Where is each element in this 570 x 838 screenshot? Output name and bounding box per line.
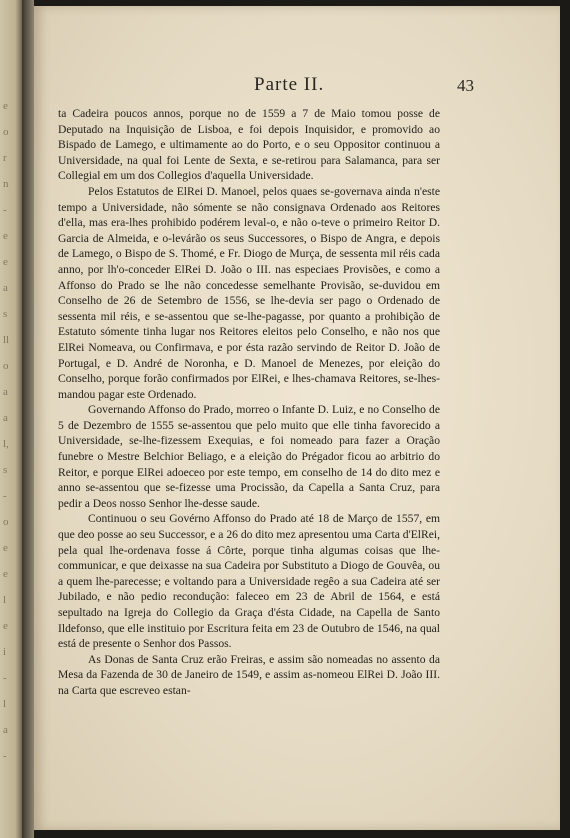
facing-page-fragment: a [3, 724, 8, 736]
body-text [58, 106, 440, 699]
facing-page-fragment: o [3, 126, 9, 138]
facing-page-fragment: r [3, 152, 7, 164]
facing-page-fragment: - [3, 204, 7, 216]
facing-page-fragment: i [3, 646, 7, 658]
facing-page-fragment: s [3, 464, 8, 476]
facing-page-fragment: e [3, 568, 8, 580]
facing-page-edge [0, 0, 22, 838]
facing-page-fragment: e [3, 256, 8, 268]
facing-page-fragment: o [3, 516, 9, 528]
paragraph: Continuou o seu Govérno Affonso do Prado até 18 de Março de 1557, em que deo posse ao seu Successor, e a 26 do dito mez apresentou uma Carta d'ElRei, pela qual lhe-ordenava fosse á Côrte, porque tinha algumas coisas que lhe-communicar, e que deixasse na sua Cadeira por Substituto a Diogo de Gouvêa, ou a quem lhe-parecesse; e voltando para a Universidade regêo a sua Cadeira até ser Jubilado, e não pedio recondução: faleceo em 23 de Abril de 1564, e está sepultado na Igreja do Collegio da Graça d'ésta Cidade, na Capella de Santo Ildefonso, que elle instituio por Escritura feita em 23 de Outubro de 1546, na qual está de presente o Senhor dos Passos. [58, 512, 440, 651]
facing-page-fragment: ll [3, 334, 10, 346]
paragraph: Pelos Estatutos de ElRei D. Manoel, pelos quaes se-governava ainda n'este tempo a Universidade, não sómente se não consignava Ordenado aos Reitores d'ella, mas era-lhes prohibido podérem leval-o, e não o-teve o primeiro Reitor D. Garcia de Almeida, e o-levárão os seus Successores, o Bispo de Angra, e depois de Lamego, o Bispo de S. Thomé, e Fr. Diogo de Murça, de sessenta mil réis cada anno, por lh'o-conceder ElRei D. João o III. nas especiaes Provisões, e como a Affonso do Prado se lhe não concedesse semelhante Provisão, se-duvidou em Conselho de 26 de Setembro de 1556, se lhe-devia ser pago o Ordenado de sessenta mil réis, e se-assentou que se-lhe-pagasse, por quanto a prohibição de Estatuto sómente tinha lugar nos Reitores eleitos pelo Conselho, e não nos que ElRei Nomeava, ou Confirmava, e por ésta razão servindo de Reitor D. João de Portugal, e D. André de Noronha, e D. Manoel de Menezes, por eleição do Conselho, porque forão confirmados por ElRei, e lhes-chamava Reitores, se-lhes-mandou pagar este Ordenado. [58, 184, 440, 401]
facing-page-fragment: e [3, 230, 8, 242]
page-number: 43 [457, 76, 474, 95]
paragraph: As Donas de Santa Cruz erão Freiras, e assim são nomeadas no assento da Mesa da Fazenda de 30 de Janeiro de 1549, e assim as-nomeou ElRei D. João III. na Carta que escreveo estan- [58, 652, 440, 697]
facing-page-fragment: l [3, 698, 7, 710]
book-page [34, 6, 560, 830]
facing-page-fragment: - [3, 490, 7, 502]
paragraph: Governando Affonso do Prado, morreo o Infante D. Luiz, e no Conselho de 5 de Dezembro de 1555 se-assentou que pelo muito que elle tinha favorecido a Universidade, se-lhe-fizessem Exequias, e foi nomeado para fazer a Oração funebre o Mestre Belchior Beliago, e a eleição do Prégador ficou ao arbitrio do Reitor, e porque ElRei adoeceo por este tempo, em conselho de 14 do dito mez e anno se-assentou que se-fizesse uma Procissão, da Capella a Santa Cruz, para pedir a Deos nosso Senhor lhe-desse saude. [58, 403, 440, 510]
facing-page-fragment: l [3, 594, 7, 606]
facing-page-fragment: n [3, 178, 9, 190]
facing-page-fragment: a [3, 282, 8, 294]
facing-page-fragment: - [3, 672, 7, 684]
facing-page-fragment: a [3, 386, 8, 398]
book-gutter [22, 0, 34, 838]
facing-page-fragment: s [3, 308, 8, 320]
paragraph: ta Cadeira poucos annos, porque no de 1559 a 7 de Maio tomou posse de Deputado na Inquisição de Lisboa, e foi depois Inquisidor, e promovido ao Bispado de Lamego, e ultimamente ao do Porto, e o seu Oppositor continuou a Universidade, na qual foi Lente de Sexta, e se-retirou para Salamanca, para ser Collegial em um dos Collegios d'aquella Universidade. [58, 107, 440, 183]
facing-page-fragment: e [3, 542, 8, 554]
facing-page-fragment: o [3, 360, 9, 372]
facing-page-fragment: - [3, 750, 7, 762]
facing-page-fragment: l, [3, 438, 9, 450]
facing-page-fragment: e [3, 100, 8, 112]
running-head: Parte II. [254, 74, 325, 95]
facing-page-fragment: a [3, 412, 8, 424]
facing-page-fragment: e [3, 620, 8, 632]
